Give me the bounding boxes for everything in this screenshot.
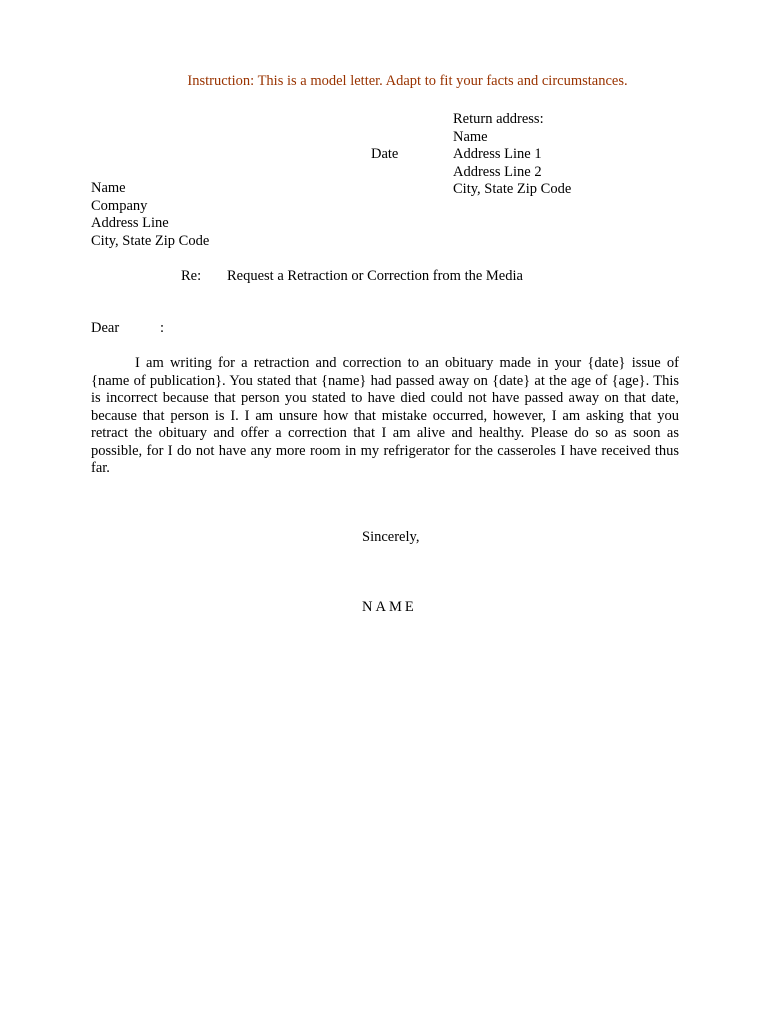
closing: Sincerely, (362, 529, 420, 545)
salutation-colon: : (160, 320, 165, 336)
instruction-note: Instruction: This is a model letter. Adapt to fit your facts and circumstances. (187, 73, 628, 89)
recipient-company: Company (91, 197, 148, 214)
letter-body: I am writing for a retraction and correction to an obituary made in your {date} issue of {name of publication}. You stated that {name} had passed away on {date} at the age of {age}. This is incorrect because that person you stated to have died could not have passed away on that date, because that person is I. I am unsure how that mistake occurred, however, I am asking that you retract the obituary and offer a correction that I am alive and healthy. Please do so as soon as possible, for I do not have any more room in my refrigerator for the casseroles I have received thus far. (91, 355, 679, 476)
recipient-name: Name (91, 180, 126, 196)
return-address-line2: Address Line 2 (453, 163, 542, 180)
return-address-line1: Address Line 1 (453, 146, 542, 162)
return-address-city-state-zip: City, State Zip Code (453, 181, 572, 197)
signature-name: NAME (362, 599, 417, 615)
return-address-name: Name (453, 128, 488, 145)
date-label: Date (371, 146, 399, 162)
return-address-heading: Return address: (453, 111, 544, 127)
recipient-city-state-zip: City, State Zip Code (91, 232, 210, 249)
re-subject: Request a Retraction or Correction from the Media (227, 268, 523, 284)
recipient-address: Address Line (91, 215, 169, 231)
re-label: Re: (181, 268, 202, 284)
recipient-address-block (91, 180, 209, 250)
return-address-block (453, 111, 571, 199)
salutation-dear: Dear (91, 320, 120, 336)
